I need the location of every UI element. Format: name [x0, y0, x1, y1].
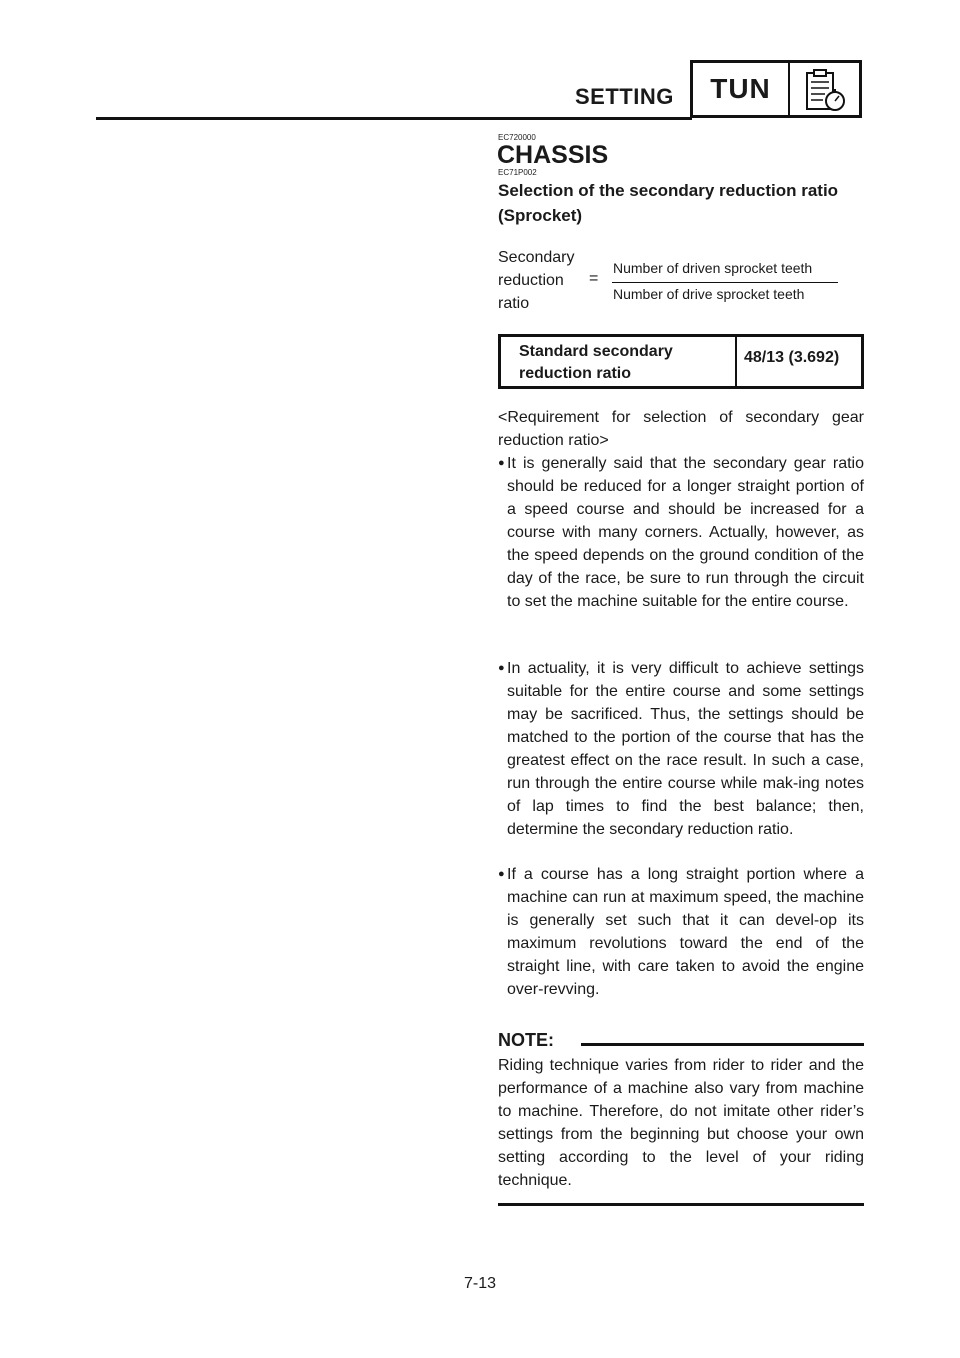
note-end-rule	[498, 1203, 864, 1206]
chapter-badge-label: TUN	[710, 73, 771, 104]
chapter-badge-divider	[788, 63, 790, 115]
fraction-bar	[612, 282, 838, 283]
formula-denominator: Number of drive sprocket teeth	[613, 286, 805, 302]
note-title: NOTE:	[498, 1030, 554, 1050]
note-rule	[581, 1043, 864, 1046]
bullet-mark: ●	[498, 868, 505, 880]
standard-ratio-table	[498, 334, 864, 389]
list-item-text: In actuality, it is very difficult to achieve settings suitable for the entire course and some settings may be sacrificed. Thus, the settings should be matched to the portion of the course that has the greatest effect on the race result. In such a case, run through the entire course while mak-ing notes of lap times to find the best balance; then, determine the secondary reduction ratio.	[507, 660, 864, 838]
subsection-code: EC71P002	[498, 168, 537, 177]
formula-equals: =	[589, 270, 599, 287]
standard-ratio-value: 48/13 (3.692)	[744, 349, 840, 366]
header-rule	[96, 117, 692, 120]
section-heading: CHASSIS	[497, 141, 609, 169]
bullet-mark: ●	[498, 662, 505, 674]
table-divider	[735, 337, 737, 386]
subsection-heading: Selection of the secondary reduction ratio (Sprocket)	[498, 181, 839, 225]
section-title: SETTING	[575, 84, 674, 109]
formula-numerator: Number of driven sprocket teeth	[613, 260, 813, 276]
section-code: EC720000	[498, 133, 536, 142]
clipboard-stopwatch-icon	[801, 69, 851, 113]
note-text: Riding technique varies from rider to rider and the performance of a machine also vary from machine to machine. Therefore, do not imitate other rider’s settings from the beginning but choose your own setting according to the level of your riding technique.	[498, 1057, 864, 1189]
formula-label-line: ratio	[498, 295, 530, 312]
formula-label-line: reduction	[498, 272, 564, 289]
bullet-mark: ●	[498, 457, 505, 469]
formula-label	[498, 246, 575, 315]
page-number: 7-13	[464, 1275, 497, 1292]
standard-ratio-label: Standard secondary reduction ratio	[519, 343, 673, 382]
list-item-text: It is generally said that the secondary gear ratio should be reduced for a longer straight portion of a speed course and should be increased for a course with many corners. Actually, however, as the speed depends on the ground condition of the day of the race, be sure to run through the circuit to set the machine suitable for the entire course.	[507, 455, 864, 610]
list-item-text: If a course has a long straight portion where a machine can run at maximum speed, the machine is generally set such that it can devel-op its maximum revolutions toward the end of the straight line, with care taken to avoid the engine over-revving.	[507, 866, 864, 998]
formula-label-line: Secondary	[498, 249, 575, 266]
requirement-heading: <Requirement for selection of secondary gear reduction ratio>	[498, 409, 864, 449]
chapter-badge	[690, 60, 862, 118]
